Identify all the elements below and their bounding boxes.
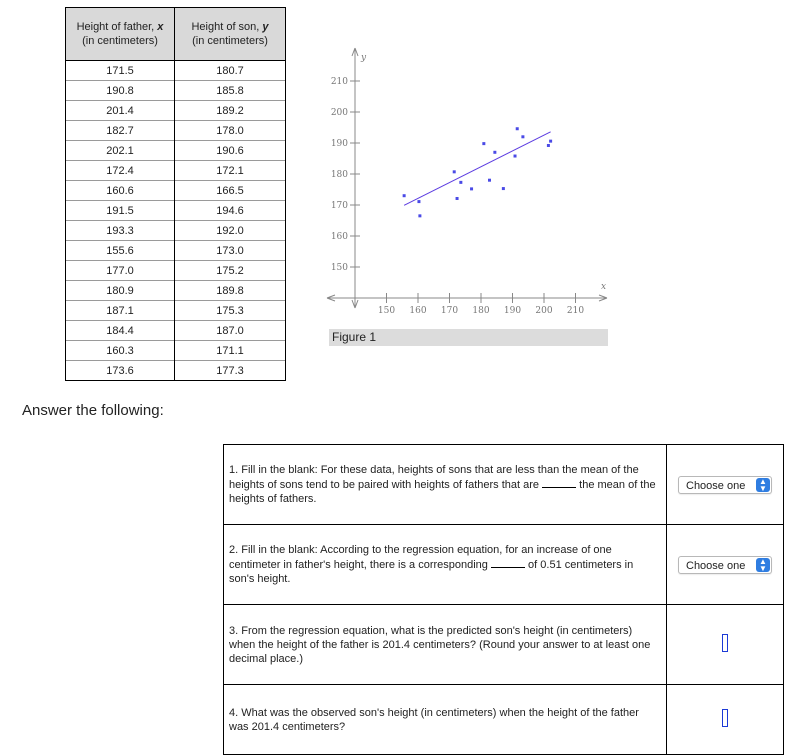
y-tick-label: 210: [330, 77, 348, 87]
data-point: [493, 151, 496, 154]
son-height-cell: 180.7: [175, 61, 286, 81]
table-row: [66, 321, 286, 341]
y-tick-label: 180: [330, 170, 348, 180]
x-tick-label: 150: [377, 306, 396, 315]
question-1-select[interactable]: Choose one ▲ ▼: [678, 476, 772, 494]
y-tick-label: 190: [330, 139, 348, 149]
son-height-cell: 189.8: [175, 281, 286, 301]
son-height-cell: 187.0: [175, 321, 286, 341]
question-row: [224, 445, 784, 525]
data-point: [470, 187, 473, 190]
table-row: [66, 221, 286, 241]
data-point: [521, 135, 524, 138]
questions-table: [223, 444, 784, 755]
data-point: [459, 181, 462, 184]
select-arrows-icon: ▲ ▼: [756, 478, 770, 492]
father-height-cell: 201.4: [66, 101, 175, 121]
x-tick-label: 160: [409, 306, 427, 315]
prompt-text: Answer the following:: [22, 402, 164, 419]
son-height-cell: 185.8: [175, 81, 286, 101]
son-height-cell: 178.0: [175, 121, 286, 141]
data-point: [453, 170, 456, 173]
blank-line: [542, 477, 576, 488]
question-2-select[interactable]: Choose one ▲ ▼: [678, 556, 772, 574]
scatter-figure: [315, 40, 615, 315]
table-row: [66, 301, 286, 321]
table-row: [66, 81, 286, 101]
scatter-plot: [315, 40, 615, 315]
figure-caption: Figure 1: [329, 329, 608, 346]
data-point: [502, 187, 505, 190]
father-height-cell: 155.6: [66, 241, 175, 261]
question-2-text: 2. Fill in the blank: According to the regression equation, for an increase of one centimeter in father's height, there is a corresponding of 0.51 centimeters in son's height.: [224, 525, 667, 605]
father-height-cell: 193.3: [66, 221, 175, 241]
question-4-answer-input[interactable]: [722, 709, 728, 727]
question-row: [224, 685, 784, 755]
x-axis-label: x: [601, 282, 607, 292]
data-point: [549, 140, 552, 143]
table-row: [66, 61, 286, 81]
father-height-cell: 172.4: [66, 161, 175, 181]
father-height-cell: 160.6: [66, 181, 175, 201]
data-point: [547, 144, 550, 147]
table-row: [66, 241, 286, 261]
data-point: [417, 200, 420, 203]
y-axis-label: y: [361, 53, 367, 63]
father-height-cell: 187.1: [66, 301, 175, 321]
son-height-cell: 190.6: [175, 141, 286, 161]
father-height-cell: 202.1: [66, 141, 175, 161]
x-tick-label: 200: [535, 306, 553, 315]
data-table: [65, 7, 286, 381]
y-tick-label: 200: [330, 108, 348, 118]
table-row: [66, 101, 286, 121]
table-row: [66, 361, 286, 381]
data-point: [403, 194, 406, 197]
son-height-cell: 172.1: [175, 161, 286, 181]
header-father: Height of father, x (in centimeters): [66, 8, 175, 61]
table-row: [66, 261, 286, 281]
data-point: [482, 142, 485, 145]
son-height-cell: 166.5: [175, 181, 286, 201]
x-tick-label: 190: [503, 306, 522, 315]
question-3-text: 3. From the regression equation, what is the predicted son's height (in centimeters) when the height of the father is 201.4 centimeters? (Round your answer to at least one decimal place.): [224, 605, 667, 685]
table-row: [66, 281, 286, 301]
father-height-cell: 171.5: [66, 61, 175, 81]
table-row: [66, 181, 286, 201]
data-point: [456, 197, 459, 200]
data-point: [488, 179, 491, 182]
son-height-cell: 173.0: [175, 241, 286, 261]
question-3-answer-input[interactable]: [722, 634, 728, 652]
father-height-cell: 191.5: [66, 201, 175, 221]
father-height-cell: 160.3: [66, 341, 175, 361]
x-tick-label: 210: [566, 306, 585, 315]
table-row: [66, 201, 286, 221]
question-row: [224, 605, 784, 685]
son-height-cell: 194.6: [175, 201, 286, 221]
son-height-cell: 177.3: [175, 361, 286, 381]
question-4-text: 4. What was the observed son's height (in centimeters) when the height of the father was 201.4 centimeters?: [224, 685, 667, 755]
data-point: [418, 214, 421, 217]
son-height-cell: 192.0: [175, 221, 286, 241]
table-row: [66, 161, 286, 181]
y-tick-label: 170: [330, 201, 348, 211]
table-body: [66, 61, 286, 381]
father-height-cell: 177.0: [66, 261, 175, 281]
data-point: [516, 127, 519, 130]
father-height-cell: 190.8: [66, 81, 175, 101]
header-son: Height of son, y (in centimeters): [175, 8, 286, 61]
regression-line: [404, 132, 550, 205]
question-1-text: 1. Fill in the blank: For these data, heights of sons that are less than the mean of the heights of sons tend to be paired with heights of fathers that are the mean of the heights of fathers.: [224, 445, 667, 525]
x-tick-label: 180: [472, 306, 490, 315]
son-height-cell: 175.2: [175, 261, 286, 281]
father-height-cell: 180.9: [66, 281, 175, 301]
son-height-cell: 175.3: [175, 301, 286, 321]
select-arrows-icon: ▲ ▼: [756, 558, 770, 572]
x-tick-label: 170: [440, 306, 459, 315]
father-height-cell: 173.6: [66, 361, 175, 381]
question-row: [224, 525, 784, 605]
son-height-cell: 189.2: [175, 101, 286, 121]
data-point: [514, 155, 517, 158]
father-height-cell: 182.7: [66, 121, 175, 141]
y-tick-label: 160: [330, 232, 348, 242]
table-row: [66, 121, 286, 141]
table-row: [66, 341, 286, 361]
y-tick-label: 150: [330, 263, 348, 273]
father-height-cell: 184.4: [66, 321, 175, 341]
table-row: [66, 141, 286, 161]
blank-line: [491, 557, 525, 568]
son-height-cell: 171.1: [175, 341, 286, 361]
